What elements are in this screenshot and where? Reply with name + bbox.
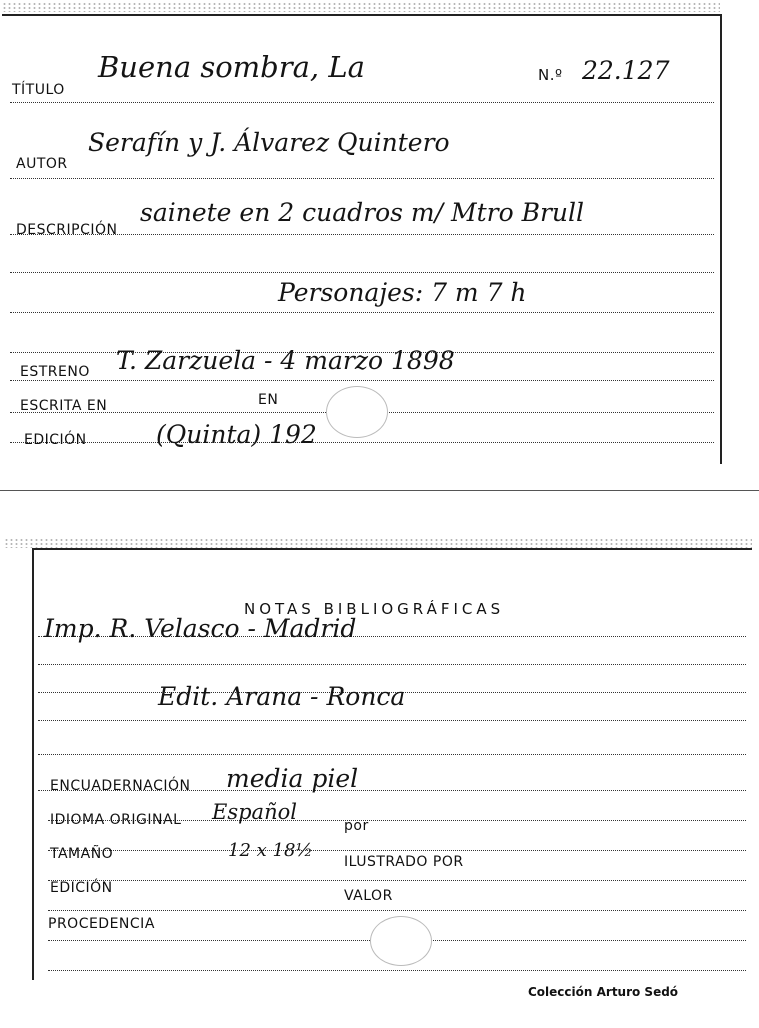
- titulo-label: TÍTULO: [12, 82, 65, 98]
- catalog-card-back: [32, 548, 752, 980]
- estreno-value: T. Zarzuela - 4 marzo 1898: [116, 346, 455, 375]
- notas-header: NOTAS BIBLIOGRÁFICAS: [244, 600, 505, 618]
- tamano-value: 12 x 18½: [228, 840, 313, 861]
- personajes-value: Personajes: 7 m 7 h: [278, 278, 527, 307]
- notas-line-2: Edit. Arana - Ronca: [158, 682, 406, 711]
- descripcion-label: DESCRIPCIÓN: [16, 222, 118, 238]
- ink-blot-back: [370, 916, 432, 966]
- card-separator: [0, 490, 759, 491]
- numero-value: 22.127: [582, 56, 670, 85]
- edicion-value: (Quinta) 192: [156, 420, 317, 449]
- idioma-value: Español: [212, 800, 297, 824]
- tamano-label: TAMAÑO: [50, 846, 114, 862]
- procedencia-label: PROCEDENCIA: [48, 916, 155, 932]
- por-label: por: [344, 818, 369, 834]
- valor-label: VALOR: [344, 888, 393, 904]
- edicion-label-back: EDICIÓN: [50, 880, 113, 896]
- en-label: EN: [258, 392, 279, 408]
- autor-value: Serafín y J. Álvarez Quintero: [88, 128, 450, 157]
- edicion-label: EDICIÓN: [24, 432, 87, 448]
- autor-label: AUTOR: [16, 156, 68, 172]
- descripcion-value: sainete en 2 cuadros m/ Mtro Brull: [140, 198, 584, 227]
- estreno-label: ESTRENO: [20, 364, 90, 380]
- numero-label: N.º: [538, 66, 563, 84]
- notas-line-1: Imp. R. Velasco - Madrid: [44, 614, 357, 643]
- ilustrado-label: ILUSTRADO POR: [344, 854, 464, 870]
- catalog-card-front: [2, 14, 722, 464]
- escrita-label: ESCRITA EN: [20, 398, 108, 414]
- ink-blot: [326, 386, 388, 438]
- titulo-value: Buena sombra, La: [98, 50, 365, 84]
- encuadernacion-value: media piel: [226, 764, 359, 793]
- encuadernacion-label: ENCUADERNACIÓN: [50, 778, 191, 794]
- coleccion-caption: Colección Arturo Sedó: [528, 985, 679, 999]
- idioma-label: IDIOMA ORIGINAL: [50, 812, 182, 828]
